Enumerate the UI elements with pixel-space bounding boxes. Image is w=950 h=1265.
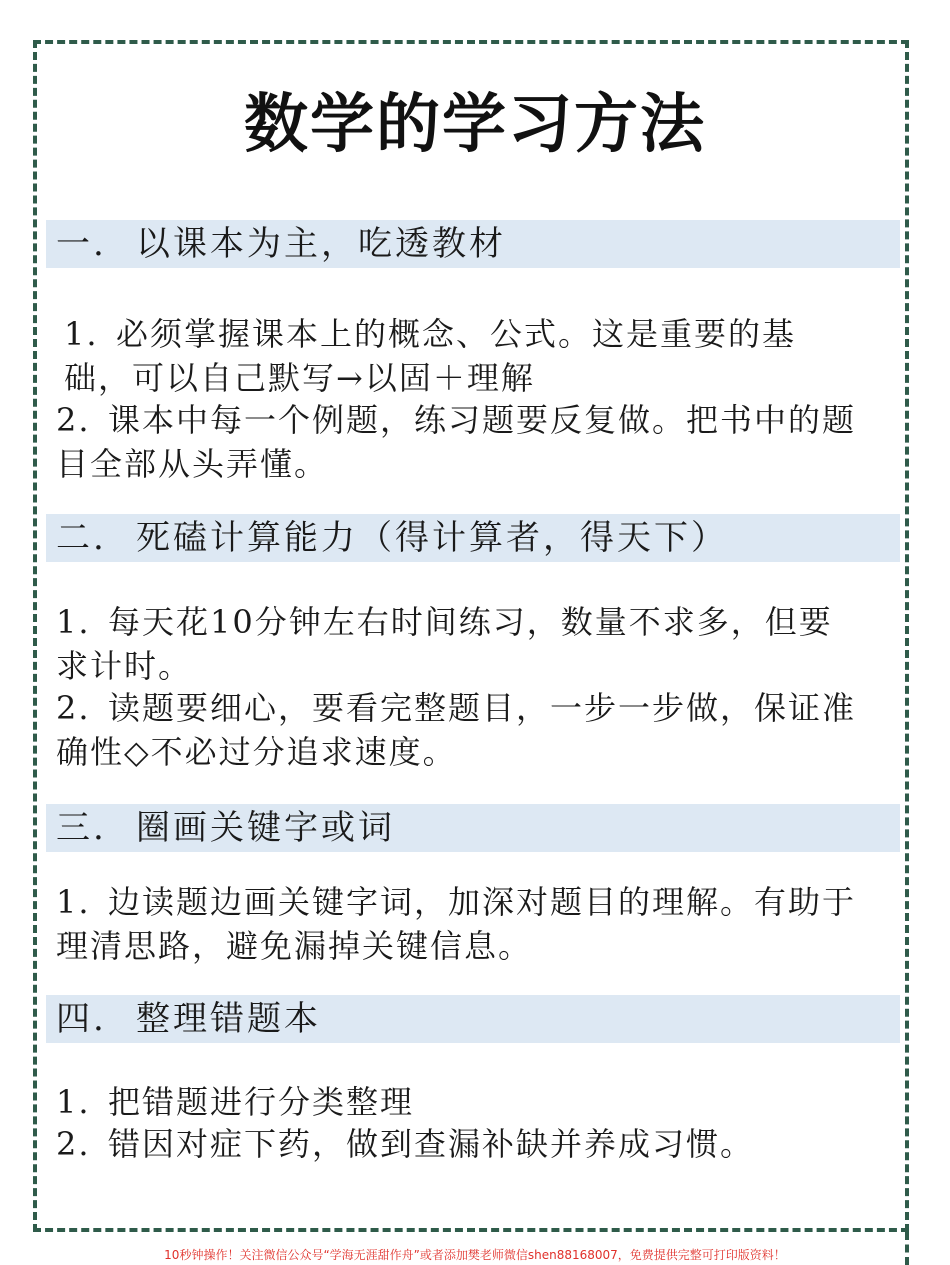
section-number-4: 四. xyxy=(56,999,107,1039)
page-title: 数学的学习方法 xyxy=(244,88,706,162)
section-4-item-2 xyxy=(56,1122,856,1166)
section-number-1: 一. xyxy=(56,224,107,264)
item-text: 课本中每一个例题，练习题要反复做。把书中的题目全部从头弄懂。 xyxy=(56,401,857,483)
section-1-item-2 xyxy=(56,398,856,486)
section-title-2: 死磕计算能力（得计算者，得天下） xyxy=(136,518,728,558)
section-1-item-1 xyxy=(64,312,854,400)
item-number: 2. xyxy=(56,1125,91,1163)
section-2-item-1 xyxy=(56,600,856,688)
section-number-3: 三. xyxy=(56,808,107,848)
item-number: 1. xyxy=(56,1083,91,1121)
item-number: 1. xyxy=(64,315,99,353)
section-title-3: 圈画关键字或词 xyxy=(136,808,395,848)
item-number: 2. xyxy=(56,401,91,439)
item-number: 2. xyxy=(56,689,91,727)
section-heading-1 xyxy=(46,220,900,268)
section-title-1: 以课本为主，吃透教材 xyxy=(136,224,506,264)
section-2-item-2 xyxy=(56,686,856,774)
section-heading-3 xyxy=(46,804,900,852)
item-text: 边读题边画关键字词，加深对题目的理解。有助于理清思路，避免漏掉关键信息。 xyxy=(56,883,857,965)
item-text: 读题要细心，要看完整题目，一步一步做，保证准确性◇不必过分追求速度。 xyxy=(56,689,857,771)
item-text: 每天花10分钟左右时间练习，数量不求多，但要求计时。 xyxy=(56,603,833,685)
section-title-4: 整理错题本 xyxy=(136,999,321,1039)
footer-promo-text: 10秒钟操作！关注微信公众号“学海无涯甜作舟”或者添加樊老师微信shen88168007，免费提供完整可打印版资料！ xyxy=(164,1248,786,1262)
section-4-item-1 xyxy=(56,1080,856,1124)
section-heading-2 xyxy=(46,514,900,562)
item-text: 错因对症下药，做到查漏补缺并养成习惯。 xyxy=(108,1125,755,1163)
section-number-2: 二. xyxy=(56,518,107,558)
item-text: 把错题进行分类整理 xyxy=(108,1083,415,1121)
item-text: 必须掌握课本上的概念、公式。这是重要的基础，可以自己默写→以固＋理解 xyxy=(64,315,797,397)
section-3-item-1 xyxy=(56,880,856,968)
item-number: 1. xyxy=(56,603,91,641)
section-heading-4 xyxy=(46,995,900,1043)
item-number: 1. xyxy=(56,883,91,921)
